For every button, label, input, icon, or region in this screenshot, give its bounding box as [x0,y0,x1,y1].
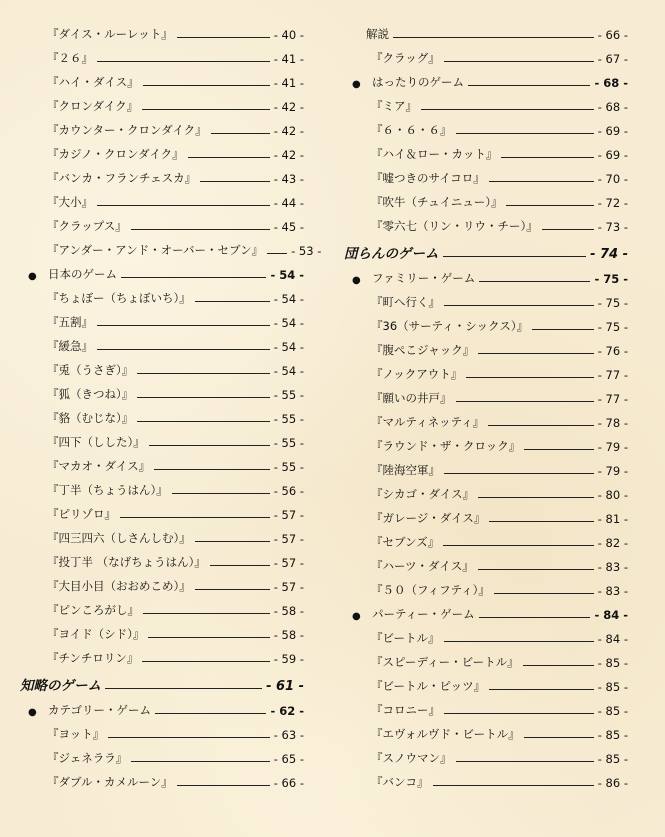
toc-entry[interactable] [20,498,304,522]
toc-page-number: - 77 - [597,392,628,406]
toc-page-number: - 85 - [597,728,628,742]
toc-entry-title: ファミリー・ゲーム [372,271,476,285]
toc-entry-title: 『四三四六（しさんしむ）』 [47,531,191,545]
toc-page-number: - 79 - [597,440,628,454]
toc-page-number: - 82 - [597,536,628,550]
toc-leader-line [478,497,594,498]
toc-leader-line [108,737,269,738]
toc-entry[interactable] [20,18,304,42]
toc-entry-title: 『シカゴ・ダイス』 [371,487,475,501]
toc-entry[interactable] [344,186,628,210]
toc-page-number: - 85 - [597,680,628,694]
toc-entry[interactable] [344,478,628,502]
toc-entry-title: 『ピリゾロ』 [47,507,116,521]
toc-entry-title: 『エヴォルヴド・ビートル』 [371,727,520,741]
toc-entry-title: 『ガレージ・ダイス』 [371,511,486,525]
toc-entry-title: 団らんのゲーム [344,246,439,262]
toc-entry[interactable] [20,114,304,138]
toc-entry-title: 『ラウンド・ザ・クロック』 [371,439,521,453]
toc-section-heading[interactable] [344,234,628,262]
toc-leader-line [456,761,594,762]
toc-leader-line [137,373,270,374]
toc-leader-line [137,421,270,422]
toc-entry[interactable] [20,718,304,742]
toc-leader-line [443,256,587,257]
toc-right-column [344,18,628,790]
toc-entry[interactable] [344,646,628,670]
toc-page-number: - 61 - [266,679,304,694]
toc-entry[interactable] [344,18,628,42]
toc-entry-title: 『クラップス』 [47,219,127,233]
toc-entry[interactable] [344,550,628,574]
toc-leader-line [479,281,590,282]
toc-entry-title: 『緩急』 [47,339,93,353]
toc-leader-line [421,109,594,110]
toc-leader-line [195,541,270,542]
toc-entry-title: パーティー・ゲーム [372,607,475,621]
toc-entry-title: 『兎（うさぎ）』 [47,363,134,377]
toc-entry[interactable] [344,670,628,694]
toc-entry-title: 『陸海空軍』 [371,463,440,477]
bullet-icon: ● [352,611,361,622]
toc-subsection-entry[interactable] [344,66,628,90]
toc-page-number: - 78 - [597,416,628,430]
toc-page-number: - 41 - [273,76,304,90]
toc-left-column [20,18,322,790]
toc-leader-line [506,205,593,206]
toc-entry[interactable] [344,766,628,790]
toc-entry[interactable] [20,162,304,186]
toc-entry-title: 『５０（フィフティ）』 [371,583,490,597]
toc-entry[interactable] [20,210,304,234]
toc-entry-title: 『零六七（リン・リウ・チー）』 [371,219,538,233]
toc-entry[interactable] [20,742,304,766]
toc-entry[interactable] [20,354,304,378]
toc-entry-title: 日本のゲーム [48,267,117,281]
toc-entry[interactable] [20,642,304,666]
toc-page-number: - 76 - [597,344,628,358]
toc-leader-line [466,377,594,378]
toc-leader-line [523,665,594,666]
toc-leader-line [177,785,270,786]
toc-page-number: - 56 - [273,484,304,498]
toc-entry[interactable] [344,90,628,114]
toc-leader-line [524,449,593,450]
toc-page-number: - 57 - [273,556,304,570]
bullet-icon: ● [28,271,37,282]
toc-entry[interactable] [344,502,628,526]
toc-page-number: - 70 - [597,172,628,186]
toc-page-number: - 79 - [597,464,628,478]
toc-leader-line [542,229,594,230]
toc-page-number: - 84 - [597,632,628,646]
toc-leader-line [120,517,270,518]
toc-entry[interactable] [344,742,628,766]
toc-entry-title: 『ヨイド（シド）』 [47,627,145,641]
toc-page-number: - 75 - [597,296,628,310]
toc-entry[interactable] [344,210,628,234]
toc-entry[interactable] [20,618,304,642]
toc-entry-title: 『セブンズ』 [371,535,440,549]
toc-entry[interactable] [20,546,304,570]
toc-entry[interactable] [344,358,628,382]
toc-entry[interactable] [20,186,304,210]
toc-entry-title: 『吹牛（チュイニュー）』 [371,195,503,209]
toc-entry-title: 『ハイ・ダイス』 [47,75,139,89]
toc-entry[interactable] [344,526,628,550]
toc-page-number: - 54 - [270,268,304,282]
bullet-icon: ● [352,79,361,90]
toc-entry-title: 『２６』 [47,51,93,65]
toc-entry-title: 『チンチロリン』 [47,651,139,665]
toc-entry-title: 『６・６・６』 [371,123,452,137]
toc-leader-line [456,133,594,134]
toc-entry-title: 知略のゲーム [20,678,101,694]
toc-page-number: - 75 - [594,272,628,286]
toc-page-number: - 53 - [291,244,322,258]
toc-entry-title: 『ダイス・ルーレット』 [47,27,173,41]
toc-entry[interactable] [344,694,628,718]
toc-leader-line [143,613,270,614]
toc-entry-title: カテゴリー・ゲーム [48,703,152,717]
toc-page-number: - 54 - [273,292,304,306]
toc-leader-line [267,253,287,254]
toc-page-number: - 75 - [597,320,628,334]
toc-entry-title: 『大小』 [47,195,93,209]
toc-entry-title: 『スノウマン』 [371,751,452,765]
toc-entry-title: 『ノックアウト』 [371,367,463,381]
toc-entry-title: 『ダブル・カメルーン』 [47,775,173,789]
toc-entry[interactable] [20,330,304,354]
toc-entry[interactable] [20,306,304,330]
toc-leader-line [97,349,270,350]
toc-page-number: - 54 - [273,340,304,354]
toc-entry-title: 『ハイ＆ロー・カット』 [371,147,498,161]
toc-entry-title: 『カジノ・クロンダイク』 [47,147,184,161]
toc-entry[interactable] [20,234,322,258]
toc-page-number: - 85 - [597,704,628,718]
toc-page-number: - 55 - [273,460,304,474]
toc-entry[interactable] [344,382,628,406]
toc-leader-line [137,397,270,398]
toc-leader-line [97,61,270,62]
bullet-icon: ● [28,707,37,718]
toc-leader-line [444,473,594,474]
toc-leader-line [478,569,594,570]
toc-entry-title: 『バンコ』 [371,775,429,789]
toc-page-number: - 72 - [597,196,628,210]
toc-page-number: - 57 - [273,508,304,522]
toc-entry-title: 『嘘つきのサイコロ』 [371,171,485,185]
toc-leader-line [478,353,593,354]
toc-leader-line [489,181,594,182]
toc-leader-line [195,589,270,590]
toc-entry-title: 『ハーツ・ダイス』 [371,559,474,573]
toc-leader-line [532,329,594,330]
toc-page-number: - 54 - [273,316,304,330]
toc-leader-line [433,785,594,786]
toc-entry-title: 『マカオ・ダイス』 [47,459,151,473]
toc-page-number: - 41 - [273,52,304,66]
toc-entry[interactable] [20,594,304,618]
toc-subsection-entry[interactable] [344,598,628,622]
toc-page-number: - 43 - [273,172,304,186]
toc-entry[interactable] [20,522,304,546]
toc-leader-line [149,445,270,446]
toc-leader-line [489,521,593,522]
toc-page-number: - 55 - [273,412,304,426]
toc-entry-title: 『ビートル』 [371,631,440,645]
toc-entry[interactable] [20,90,304,114]
toc-leader-line [443,545,594,546]
toc-entry[interactable] [20,282,304,306]
toc-page-number: - 55 - [273,388,304,402]
toc-section-heading[interactable] [20,666,304,694]
toc-leader-line [479,617,591,618]
toc-leader-line [210,565,270,566]
toc-entry-title: 『ヨット』 [47,727,105,741]
toc-entry[interactable] [344,454,628,478]
toc-entry-title: 『マルティネッティ』 [371,415,485,429]
toc-entry-title: 『アンダー・アンド・オーバー・セブン』 [47,243,264,257]
toc-page-number: - 86 - [597,776,628,790]
toc-page-number: - 83 - [597,560,628,574]
toc-entry-title: はったりのゲーム [372,75,464,89]
toc-page-number: - 73 - [597,220,628,234]
toc-page-number: - 55 - [273,436,304,450]
toc-leader-line [501,157,593,158]
toc-leader-line [494,593,594,594]
toc-leader-line [131,761,269,762]
toc-leader-line [143,85,270,86]
toc-entry[interactable] [344,406,628,430]
toc-entry-title: 『コロニー』 [371,703,440,717]
toc-page-number: - 58 - [273,604,304,618]
toc-entry[interactable] [344,114,628,138]
toc-entry[interactable] [344,622,628,646]
toc-entry-title: 『36（サーティ・シックス）』 [371,319,529,333]
toc-page-number: - 84 - [594,608,628,622]
toc-entry-title: 『貉（むじな）』 [47,411,134,425]
toc-leader-line [97,325,270,326]
toc-page-number: - 69 - [597,148,628,162]
toc-entry[interactable] [344,286,628,310]
toc-leader-line [155,713,266,714]
toc-page-number: - 45 - [273,220,304,234]
toc-page-number: - 80 - [597,488,628,502]
toc-entry[interactable] [20,766,304,790]
toc-page-number: - 58 - [273,628,304,642]
toc-leader-line [154,469,270,470]
toc-page-number: - 85 - [597,656,628,670]
toc-entry-title: 『ビートル・ピッツ』 [371,679,486,693]
toc-leader-line [148,637,269,638]
toc-leader-line [444,713,594,714]
toc-entry[interactable] [20,474,304,498]
toc-leader-line [444,641,594,642]
toc-leader-line [489,689,594,690]
toc-leader-line [142,661,269,662]
toc-leader-line [188,157,270,158]
toc-leader-line [121,277,266,278]
toc-entry-title: 『五割』 [47,315,93,329]
toc-entry-title: 『ちょぼー（ちょぼいち）』 [47,291,191,305]
toc-page-number: - 54 - [273,364,304,378]
toc-leader-line [131,229,270,230]
toc-page-number: - 85 - [597,752,628,766]
toc-page-number: - 77 - [597,368,628,382]
toc-leader-line [177,37,270,38]
toc-entry-title: 『クラッグ』 [371,51,440,65]
toc-entry[interactable] [20,138,304,162]
toc-leader-line [393,37,594,38]
toc-entry[interactable] [20,42,304,66]
toc-entry-title: 『願いの井戸』 [371,391,452,405]
toc-page-number: - 67 - [597,52,628,66]
toc-page-number: - 66 - [273,776,304,790]
toc-entry-title: 解説 [366,27,389,41]
toc-leader-line [444,61,594,62]
toc-entry-title: 『ピンころがし』 [47,603,139,617]
toc-page-number: - 63 - [273,728,304,742]
toc-entry[interactable] [344,430,628,454]
toc-entry-title: 『スピーディー・ビートル』 [371,655,519,669]
toc-page-number: - 59 - [273,652,304,666]
toc-page-number: - 68 - [597,100,628,114]
toc-entry-title: 『町へ行く』 [371,295,440,309]
toc-leader-line [524,737,594,738]
toc-entry-title: 『ジェネララ』 [47,751,128,765]
toc-leader-line [97,205,270,206]
toc-entry[interactable] [20,426,304,450]
toc-leader-line [142,109,270,110]
toc-entry[interactable] [344,42,628,66]
toc-leader-line [172,493,270,494]
toc-entry[interactable] [344,574,628,598]
toc-leader-line [468,85,590,86]
toc-page-number: - 44 - [273,196,304,210]
toc-entry-title: 『狐（きつね）』 [47,387,134,401]
toc-entry-title: 『クロンダイク』 [47,99,139,113]
toc-entry-title: 『バンカ・フランチェスカ』 [47,171,197,185]
toc-page-number: - 66 - [597,28,628,42]
toc-entry[interactable] [20,402,304,426]
toc-page-number: - 62 - [270,704,304,718]
toc-entry-title: 『腹ぺこジャック』 [371,343,475,357]
toc-page-number: - 69 - [597,124,628,138]
toc-subsection-entry[interactable] [20,258,304,282]
toc-entry-title: 『大目小目（おおめこめ）』 [47,579,191,593]
toc-entry[interactable] [20,378,304,402]
toc-entry-title: 『丁半（ちょうはん）』 [47,483,168,497]
toc-leader-line [105,688,262,689]
toc-page-number: - 68 - [594,76,628,90]
toc-page-number: - 57 - [273,532,304,546]
toc-entry-title: 『投丁半 （なげちょうはん）』 [47,555,206,569]
toc-entry[interactable] [344,138,628,162]
bullet-icon: ● [352,275,361,286]
toc-entry[interactable] [344,310,628,334]
toc-leader-line [211,133,270,134]
toc-subsection-entry[interactable] [20,694,304,718]
toc-entry[interactable] [20,66,304,90]
toc-page-number: - 42 - [273,124,304,138]
toc-entry-title: 『ミア』 [371,99,417,113]
toc-entry[interactable] [20,450,304,474]
toc-page-number: - 57 - [273,580,304,594]
toc-entry-title: 『四下（しした）』 [47,435,145,449]
toc-leader-line [488,425,594,426]
toc-page-number: - 42 - [273,148,304,162]
toc-page-number: - 83 - [597,584,628,598]
toc-leader-line [195,301,270,302]
toc-page-number: - 81 - [597,512,628,526]
toc-leader-line [456,401,594,402]
toc-page-number: - 65 - [273,752,304,766]
toc-entry[interactable] [20,570,304,594]
toc-leader-line [200,181,270,182]
toc-subsection-entry[interactable] [344,262,628,286]
toc-page-number: - 40 - [273,28,304,42]
toc-page-number: - 42 - [273,100,304,114]
toc-entry[interactable] [344,162,628,186]
toc-leader-line [444,305,594,306]
toc-entry[interactable] [344,718,628,742]
toc-page-number: - 74 - [590,247,628,262]
toc-entry[interactable] [344,334,628,358]
toc-entry-title: 『カウンター・クロンダイク』 [47,123,207,137]
